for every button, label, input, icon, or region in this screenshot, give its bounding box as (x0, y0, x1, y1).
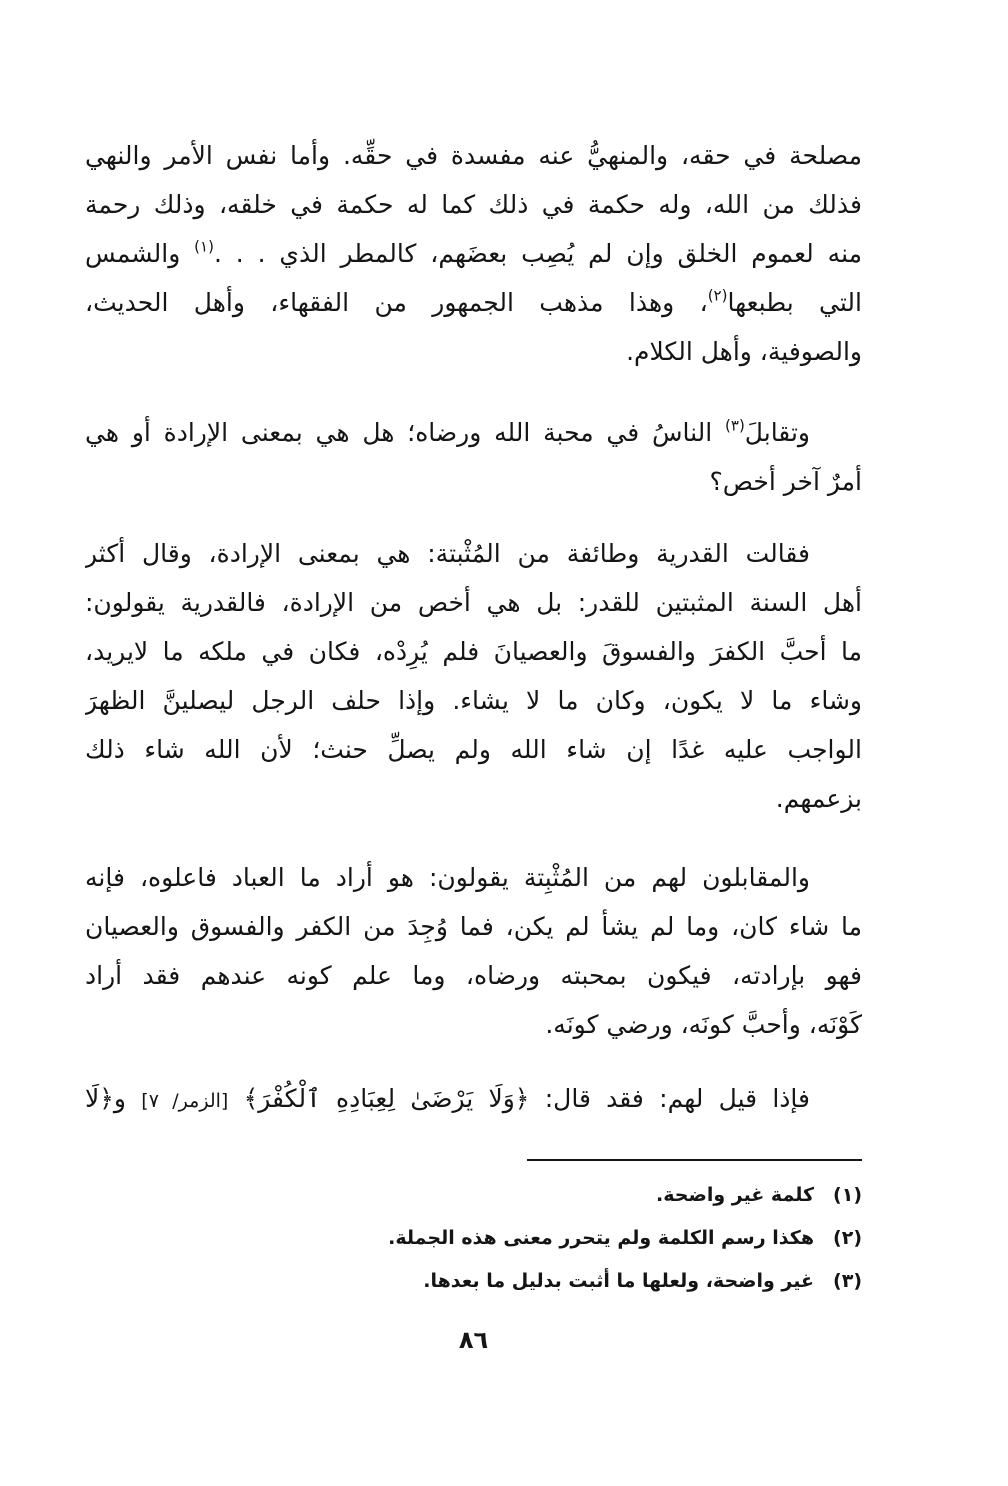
footnote-marker: (٢) (707, 286, 728, 305)
line-text: والشمس (85, 239, 181, 268)
line-text: فإذا قيل لهم: فقد قال: (544, 1084, 810, 1113)
footnote-number: (٢) (833, 1227, 862, 1249)
text-line: فذلك من الله، وله حكمة في ذلك كما له حكمة في خلقه، وذلك رحمة (85, 190, 862, 219)
footnote-text: غير واضحة، ولعلها ما أثبت بدليل ما بعدها. (423, 1270, 814, 1292)
footnote (85, 1174, 862, 1217)
line-text: و﴿لَا (85, 1084, 126, 1113)
paragraph-5 (85, 1074, 862, 1123)
footnote-number: (٣) (833, 1270, 862, 1292)
paragraph-4 (85, 853, 862, 1049)
footnote-marker: (١) (194, 237, 214, 256)
paragraph-2 (85, 408, 862, 506)
text-line: فهو بإرادته، فيكون بمحبته ورضاه، وما علم كونه عندهم فقد أراد (85, 961, 862, 990)
footnote-marker: (٣) (725, 416, 745, 435)
footnote (85, 1217, 862, 1260)
text-line (85, 229, 862, 278)
text-line (85, 1074, 862, 1123)
verse-reference: [الزمر/ ٧] (141, 1090, 229, 1112)
text-line: أمرٌ آخر أخص؟ (709, 467, 862, 496)
quran-verse: ﴿وَلَا يَرْضَىٰ لِعِبَادِهِ ٱلْكُفْرَ﴾ (243, 1084, 530, 1113)
footnotes (85, 1174, 862, 1303)
text-line: الواجب عليه غدًا إن شاء الله ولم يصلِّ حنث؛ لأن الله شاء ذلك (85, 735, 862, 764)
line-text: الناسُ في محبة الله ورضاه؛ هل هي بمعنى الإرادة أو هي (85, 418, 713, 447)
paragraph-3 (85, 529, 862, 823)
text-line (85, 408, 862, 457)
footnote-rule (527, 1159, 862, 1161)
text-line: فقالت القدرية وطائفة من المُثْبتة: هي بمعنى الإرادة، وقال أكثر (85, 539, 810, 568)
text-line: ما شاء كان، وما لم يشأ لم يكن، فما وُجِدَ من الكفر والفسوق والعصيان (85, 912, 862, 941)
page-number: ٨٦ (458, 1326, 489, 1354)
text-line: كَوْنَه، وأحبَّ كونَه، ورضي كونَه. (545, 1010, 862, 1039)
text-line: وشاء ما لا يكون، وكان ما لا يشاء. وإذا حلف الرجل ليصلينَّ الظهرَ (85, 686, 862, 715)
footnote-number: (١) (833, 1184, 862, 1206)
line-text: وتقابلَ (744, 418, 810, 447)
text-line: والمقابلون لهم من المُثْبِتة يقولون: هو أراد ما العباد فاعلوه، فإنه (85, 863, 810, 892)
text-line (85, 278, 862, 327)
text-line: ما أحبَّ الكفرَ والفسوقَ والعصيانَ فلم يُرِدْه، فكان في ملكه ما لايريد، (85, 637, 862, 666)
line-text: ، وهذا مذهب الجمهور من الفقهاء، وأهل الحديث، (85, 288, 708, 317)
paragraph-1 (85, 131, 862, 376)
footnote-text: هكذا رسم الكلمة ولم يتحرر معنى هذه الجملة. (388, 1227, 814, 1249)
footnote-text: كلمة غير واضحة. (656, 1184, 814, 1206)
text-line: مصلحة في حقه، والمنهيُّ عنه مفسدة في حقِّه. وأما نفس الأمر والنهي (85, 141, 862, 170)
text-line: أهل السنة المثبتين للقدر: بل هي أخص من الإرادة، فالقدرية يقولون: (85, 588, 862, 617)
text-line: بزعمهم. (775, 784, 862, 813)
line-text: منه لعموم الخلق وإن لم يُصِب بعضَهم، كالمطر الذي . . . (213, 239, 862, 268)
line-text: التي بطبعها (727, 288, 862, 317)
footnote (85, 1260, 862, 1303)
text-line: والصوفية، وأهل الكلام. (626, 337, 862, 366)
